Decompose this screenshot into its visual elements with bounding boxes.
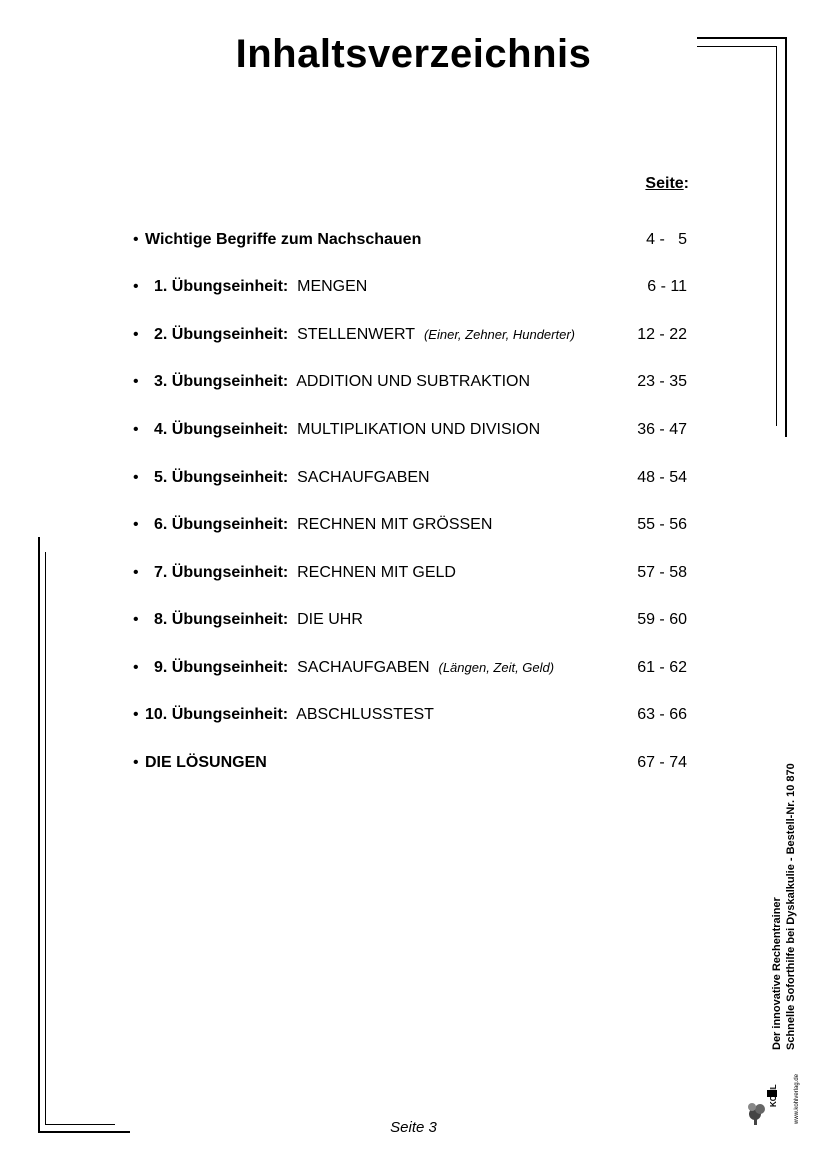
toc-item-topic: MENGEN (297, 278, 368, 295)
toc-item-topic: ADDITION UND SUBTRAKTION (296, 373, 531, 390)
bullet: • (133, 516, 139, 533)
toc-item-label: 7. Übungseinheit: (154, 564, 289, 581)
toc-item-label: 8. Übungseinheit: (154, 611, 289, 628)
toc-item-pages: 6 - 11 (647, 278, 687, 295)
toc-item-3 (133, 371, 689, 393)
toc-item-label: 6. Übungseinheit: (154, 516, 289, 533)
frame-line-bottom-left-inner-v (45, 552, 46, 1124)
toc-item-label: 4. Übungseinheit: (154, 421, 289, 438)
toc-item-pages: 36 - 47 (637, 421, 687, 438)
toc-item-2 (133, 324, 689, 346)
toc-item-pages: 59 - 60 (637, 611, 687, 628)
bullet: • (133, 611, 139, 628)
toc-item-9 (133, 657, 689, 679)
toc-item-5 (133, 467, 689, 489)
toc-item-loesungen (133, 752, 689, 774)
toc-item-10 (133, 704, 689, 726)
toc-item-topic: STELLENWERT (297, 326, 416, 343)
toc-item-topic: DIE UHR (297, 611, 363, 628)
publisher-url: www.kohlverlag.de (794, 1073, 800, 1124)
toc-item-pages: 67 - 74 (637, 754, 687, 771)
bullet: • (133, 706, 139, 723)
toc-item-pages: 48 - 54 (637, 469, 687, 486)
toc-item-topic: ABSCHLUSSTEST (296, 706, 434, 723)
toc-item-pages: 61 - 62 (637, 659, 687, 676)
toc-item-label: 1. Übungseinheit: (154, 278, 289, 295)
toc-item-begriffe (133, 229, 689, 251)
frame-line-top-right-outer-v (785, 37, 787, 437)
toc-item-pages: 23 - 35 (637, 373, 687, 390)
toc-item-topic: RECHNEN MIT GRÖSSEN (297, 516, 493, 533)
toc-item-topic: RECHNEN MIT GELD (297, 564, 456, 581)
side-line-1: Der innovative Rechentrainer (771, 897, 783, 1050)
toc-item-label: 5. Übungseinheit: (154, 469, 289, 486)
toc-item-label: Wichtige Begriffe zum Nachschauen (145, 231, 422, 248)
frame-line-top-right-inner-h (697, 46, 777, 47)
bullet: • (133, 754, 139, 771)
toc-item-note: (Längen, Zeit, Geld) (438, 660, 555, 675)
pages-column-header: Seite: (645, 175, 689, 192)
page-title: Inhaltsverzeichnis (235, 32, 592, 76)
bullet: • (133, 326, 139, 343)
frame-line-top-right-inner-v (776, 46, 777, 426)
toc-item-label: 9. Übungseinheit: (154, 659, 289, 676)
toc-item-pages: 63 - 66 (637, 706, 687, 723)
toc-item-note: (Einer, Zehner, Hunderter) (423, 327, 575, 342)
bullet: • (133, 659, 139, 676)
toc-item-pages: 4 - 5 (646, 231, 687, 248)
toc-item-6 (133, 514, 689, 536)
frame-line-top-right-outer-h (697, 37, 787, 39)
toc-item-topic: MULTIPLIKATION UND DIVISION (297, 421, 541, 438)
bullet: • (133, 373, 139, 390)
bullet: • (133, 278, 139, 295)
toc-item-1 (133, 276, 689, 298)
page-number: Seite 3 (390, 1119, 437, 1136)
toc-item-8 (133, 609, 689, 631)
bullet: • (133, 564, 139, 581)
toc-item-pages: 57 - 58 (637, 564, 687, 581)
side-line-2: Schnelle Soforthilfe bei Dyskalkulie - Bestell-Nr. 10 870 (785, 763, 797, 1050)
toc-item-label: 10. Übungseinheit: (145, 706, 289, 723)
toc-item-topic: SACHAUFGABEN (297, 469, 430, 486)
toc-item-pages: 12 - 22 (637, 326, 687, 343)
toc-item-label: 2. Übungseinheit: (154, 326, 289, 343)
publisher-brand: KOHL (769, 1084, 778, 1107)
toc-item-label: 3. Übungseinheit: (154, 373, 289, 390)
bullet: • (133, 469, 139, 486)
toc-item-4 (133, 419, 689, 441)
toc-item-topic: SACHAUFGABEN (297, 659, 430, 676)
toc-item-7 (133, 562, 689, 584)
frame-line-bottom-left-outer-v (38, 537, 40, 1133)
toc-item-pages: 55 - 56 (637, 516, 687, 533)
bullet: • (133, 231, 139, 248)
toc-item-label: DIE LÖSUNGEN (145, 754, 267, 771)
bullet: • (133, 421, 139, 438)
